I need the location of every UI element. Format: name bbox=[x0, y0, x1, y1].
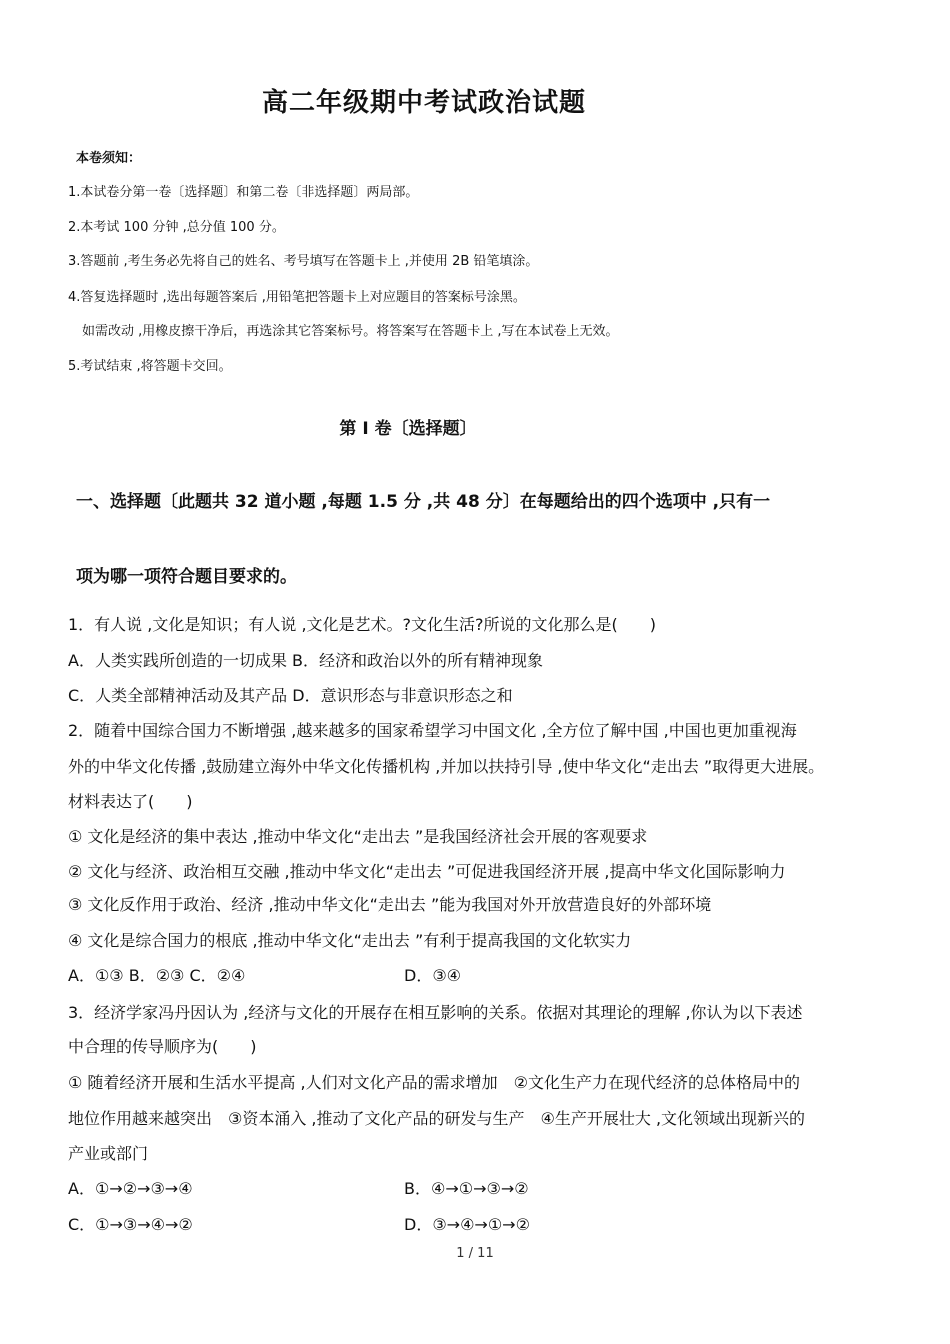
question-3-stem: 3．经济学家冯丹因认为 ,经济与文化的开展存在相互影响的关系。依据对其理论的理解 ,你认为以下表述 bbox=[68, 1003, 803, 1022]
page-title: 高二年级期中考试政治试题 bbox=[261, 88, 586, 118]
question-3-stem: 中合理的传导顺序为( ) bbox=[68, 1037, 257, 1056]
notice-item: 5.考试结束 ,将答题卡交回。 bbox=[68, 359, 232, 374]
question-1-stem: 1．有人说 ,文化是知识；有人说 ,文化是艺术。?文化生活?所说的文化那么是( ) bbox=[68, 615, 656, 634]
question-2-statement: ① 文化是经济的集中表达 ,推动中华文化“走出去 ”是我国经济社会开展的客观要求 bbox=[68, 827, 648, 846]
notice-item: 如需改动 ,用橡皮擦干净后，再选涂其它答案标号。将答案写在答题卡上 ,写在本试卷上无效。 bbox=[82, 324, 619, 339]
section-heading: 一、选择题〔此题共 32 道小题 ,每题 1.5 分 ,共 48 分〕在每题给出的四个选项中 ,只有一 bbox=[76, 492, 771, 512]
question-2-statement: ② 文化与经济、政治相互交融 ,推动中华文化“走出去 ”可促进我国经济开展 ,提高中华文化国际影响力 bbox=[68, 862, 786, 881]
question-2-stem: 外的中华文化传播 ,鼓励建立海外中华文化传播机构 ,并加以扶持引导 ,使中华文化“走出去 ”取得更大进展。 bbox=[68, 757, 825, 776]
question-3-statement: 地位作用越来越突出 ③资本涌入 ,推动了文化产品的研发与生产 ④生产开展壮大 ,文化领域出现新兴的 bbox=[68, 1109, 806, 1128]
question-3-option-a: A．①→②→③→④ bbox=[68, 1179, 193, 1198]
notice-heading: 本卷须知： bbox=[76, 151, 142, 166]
question-3-option-d: D．③→④→①→② bbox=[404, 1215, 530, 1234]
question-3-statement: 产业或部门 bbox=[68, 1144, 149, 1163]
question-1-options: A．人类实践所创造的一切成果 B．经济和政治以外的所有精神现象 bbox=[68, 651, 544, 670]
section-heading-cont: 项为哪一项符合题目要求的。 bbox=[76, 567, 297, 587]
page-number: 1 / 11 bbox=[456, 1246, 494, 1261]
question-3-option-b: B．④→①→③→② bbox=[404, 1179, 529, 1198]
question-3-statement: ① 随着经济开展和生活水平提高 ,人们对文化产品的需求增加 ②文化生产力在现代经济的总体格局中的 bbox=[68, 1073, 800, 1092]
question-1-options: C．人类全部精神活动及其产品 D．意识形态与非意识形态之和 bbox=[68, 686, 513, 705]
notice-item: 1.本试卷分第一卷〔选择题〕和第二卷〔非选择题〕两局部。 bbox=[68, 185, 419, 200]
question-3-option-c: C．①→③→④→② bbox=[68, 1215, 193, 1234]
question-2-stem: 材料表达了( ) bbox=[68, 792, 193, 811]
notice-item: 3.答题前 ,考生务必先将自己的姓名、考号填写在答题卡上 ,并使用 2B 铅笔填涂。 bbox=[68, 254, 539, 269]
question-2-options: A．①③ B．②③ C．②④ bbox=[68, 966, 246, 985]
part-title: 第 I 卷〔选择题〕 bbox=[339, 419, 477, 439]
notice-item: 2.本考试 100 分钟 ,总分值 100 分。 bbox=[68, 220, 285, 235]
notice-item: 4.答复选择题时 ,选出每题答案后 ,用铅笔把答题卡上对应题目的答案标号涂黑。 bbox=[68, 290, 526, 305]
question-2-option-d: D．③④ bbox=[404, 966, 462, 985]
question-2-statement: ③ 文化反作用于政治、经济 ,推动中华文化“走出去 ”能为我国对外开放营造良好的外部环境 bbox=[68, 895, 712, 914]
question-2-stem: 2．随着中国综合国力不断增强 ,越来越多的国家希望学习中国文化 ,全方位了解中国 ,中国也更加重视海 bbox=[68, 721, 797, 740]
question-2-statement: ④ 文化是综合国力的根底 ,推动中华文化“走出去 ”有利于提高我国的文化软实力 bbox=[68, 931, 632, 950]
